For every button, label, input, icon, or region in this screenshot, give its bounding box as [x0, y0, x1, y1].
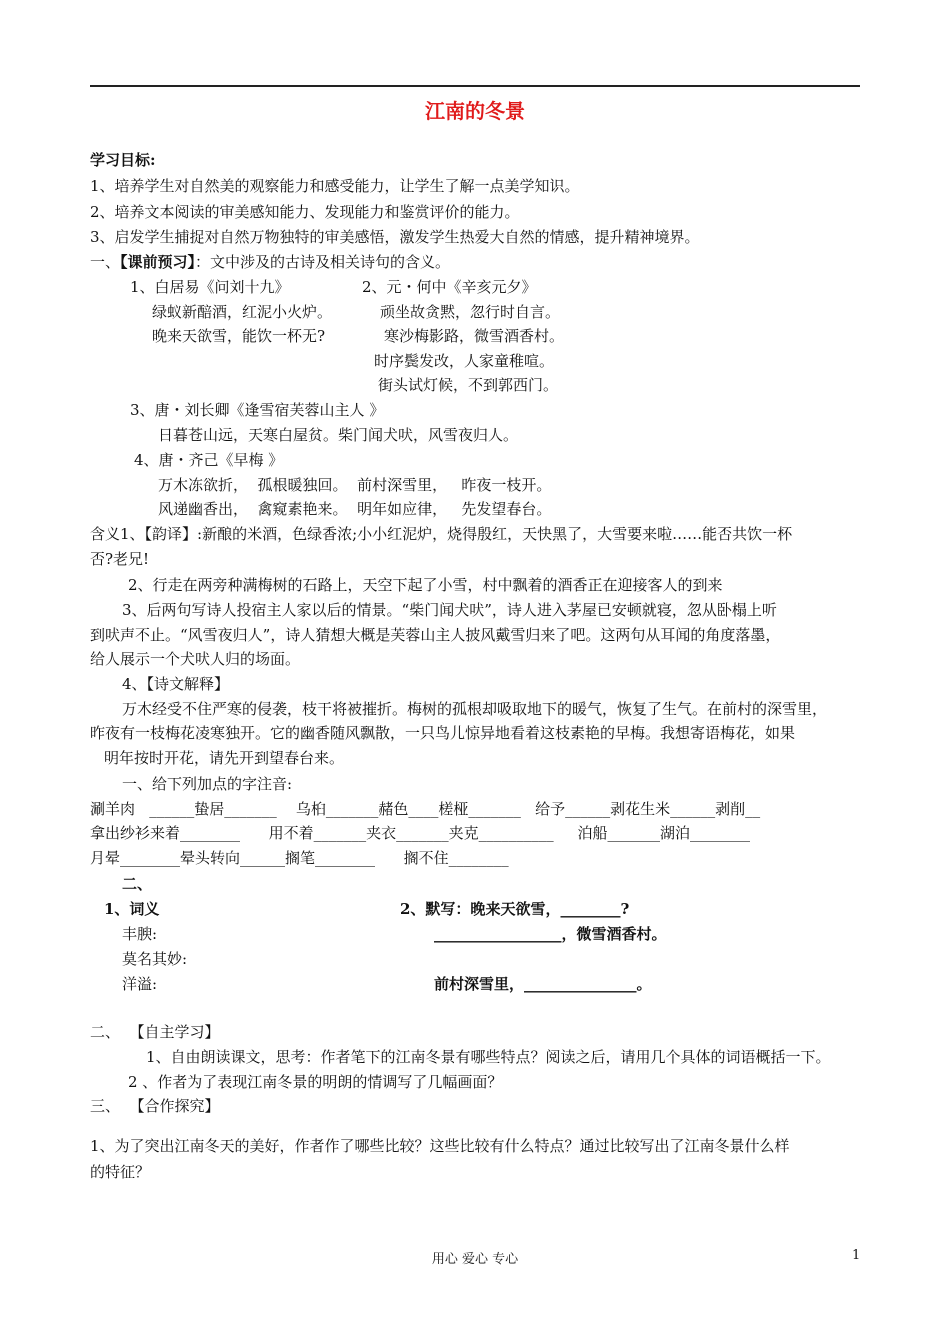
goals-heading: 学习目标:	[90, 151, 156, 169]
vocab-word: 莫名其妙:	[122, 950, 188, 968]
meaning-3-line: 到吠声不止。“风雪夜归人”，诗人猜想大概是芙蓉山主人披风戴雪归来了吧。这两句从耳闻的角度落墨，	[90, 626, 781, 644]
cooperation-question: 的特征？	[90, 1163, 151, 1181]
cooperation-question: 1、为了突出江南冬天的美好，作者作了哪些比较？这些比较有什么特点？通过比较写出了江南冬景什么样	[90, 1137, 790, 1155]
meaning-4-line: 万木经受不住严寒的侵袭，枝干将被摧折。梅树的孤根却吸取地下的暖气，恢复了生气。在前村的深雪里，	[122, 700, 828, 718]
meaning-1-line: 含义1、【韵译】:新酿的米酒，色绿香浓;小小红泥炉，烧得殷红，天快黑了，大雪要来啦……能否共饮一杯	[90, 525, 793, 543]
poem3-line: 日暮苍山远，天寒白屋贫。柴门闻犬吠，风雪夜归人。	[158, 426, 519, 444]
poem1-line: 晚来天欲雪，能饮一杯无?	[152, 327, 326, 345]
poem2-line: 寒沙梅影路，微雪酒香村。	[384, 327, 565, 345]
poem2-line: 时序鬓发改，人家童稚喧。	[374, 352, 555, 370]
dictation-line: _________________，微雪酒香村。	[434, 925, 667, 943]
meaning-1-line: 否?老兄!	[90, 550, 150, 568]
preview-prefix: 一、	[90, 253, 121, 271]
poem4-line: 万木冻欲折， 孤根暖独回。 前村深雪里， 昨夜一枝开。	[158, 476, 552, 494]
goal-item: 3、启发学生捕捉对自然万物独特的审美感悟，激发学生热爱大自然的情感，提升精神境界。	[90, 228, 700, 246]
phonetics-row: 拿出纱衫来着________ 用不着_______夹衣_______夹克__________ 泊船_______湖泊________	[90, 824, 750, 842]
poem2-title: 2、元・何中《辛亥元夕》	[362, 278, 537, 296]
vocab-word: 洋溢:	[122, 975, 158, 993]
preview-instruction: ：文中涉及的古诗及相关诗句的含义。	[195, 253, 451, 271]
goal-item: 2、培养文本阅读的审美感知能力、发现能力和鉴赏评价的能力。	[90, 203, 520, 221]
phonetics-row: 月晕________晕头转向______搁笔________ 搁不住________	[90, 849, 509, 867]
meaning-4-line: 明年按时开花，请先开到望春台来。	[104, 749, 345, 767]
header-rule	[90, 85, 860, 87]
poem4-line: 风递幽香出， 禽窥素艳来。 明年如应律， 先发望春台。	[158, 500, 552, 518]
self-study-item: 2 、作者为了表现江南冬景的明朗的情调写了几幅画面？	[128, 1073, 503, 1091]
page-number: 1	[852, 1248, 861, 1263]
page-title: 江南的冬景	[425, 99, 525, 123]
poem4-title: 4、唐・齐己《早梅 》	[134, 451, 284, 469]
footer-text: 用心 爱心 专心	[431, 1252, 519, 1267]
poem1-line: 绿蚁新醅酒，红泥小火炉。	[152, 303, 333, 321]
self-study-heading: 二、 【自主学习】	[90, 1023, 220, 1041]
vocab-title: 1、词义	[104, 900, 160, 918]
poem1-title: 1、白居易《问刘十九》	[130, 278, 290, 296]
meaning-2: 2、行走在两旁种满梅树的石路上，天空下起了小雪，村中飘着的酒香正在迎接客人的到来	[128, 576, 723, 594]
cooperation-heading: 三、 【合作探究】	[90, 1097, 220, 1115]
section2-heading: 二、	[122, 875, 153, 893]
vocab-word: 丰腴:	[122, 925, 158, 943]
phonetics-row: 涮羊肉 ______蛰居_______ 乌桕_______赭色____槎桠_______ 给予______剥花生米______剥削__	[90, 800, 761, 818]
dictation-title: 2、默写：晚来天欲雪，________?	[400, 900, 630, 918]
meaning-4-title: 4、【诗文解释】	[122, 675, 230, 693]
preview-heading-line	[90, 250, 450, 274]
phonetics-instruction: 一、给下列加点的字注音:	[122, 775, 293, 793]
dictation-line: 前村深雪里，_______________。	[434, 975, 652, 993]
poem2-line: 顽坐故贪黙，忽行时自言。	[380, 303, 561, 321]
preview-heading: 【课前预习】	[120, 253, 196, 271]
meaning-4-line: 昨夜有一枝梅花凌寒独开。它的幽香随风飘散，一只鸟儿惊异地看着这枝素艳的早梅。我想寄语梅花，如果	[90, 724, 796, 742]
poem3-title: 3、唐・刘长卿《逢雪宿芙蓉山主人 》	[130, 401, 385, 419]
self-study-item: 1、自由朗读课文，思考：作者笔下的江南冬景有哪些特点？阅读之后，请用几个具体的词语概括一下。	[146, 1048, 831, 1066]
meaning-3-line: 给人展示一个犬吠人归的场面。	[90, 650, 301, 668]
goal-item: 1、培养学生对自然美的观察能力和感受能力，让学生了解一点美学知识。	[90, 177, 580, 195]
poem2-line: 街头试灯候，不到郭西门。	[378, 376, 559, 394]
meaning-3-line: 3、后两句写诗人投宿主人家以后的情景。“柴门闻犬吠”，诗人进入茅屋已安顿就寝，忽从卧榻上听	[122, 601, 777, 619]
